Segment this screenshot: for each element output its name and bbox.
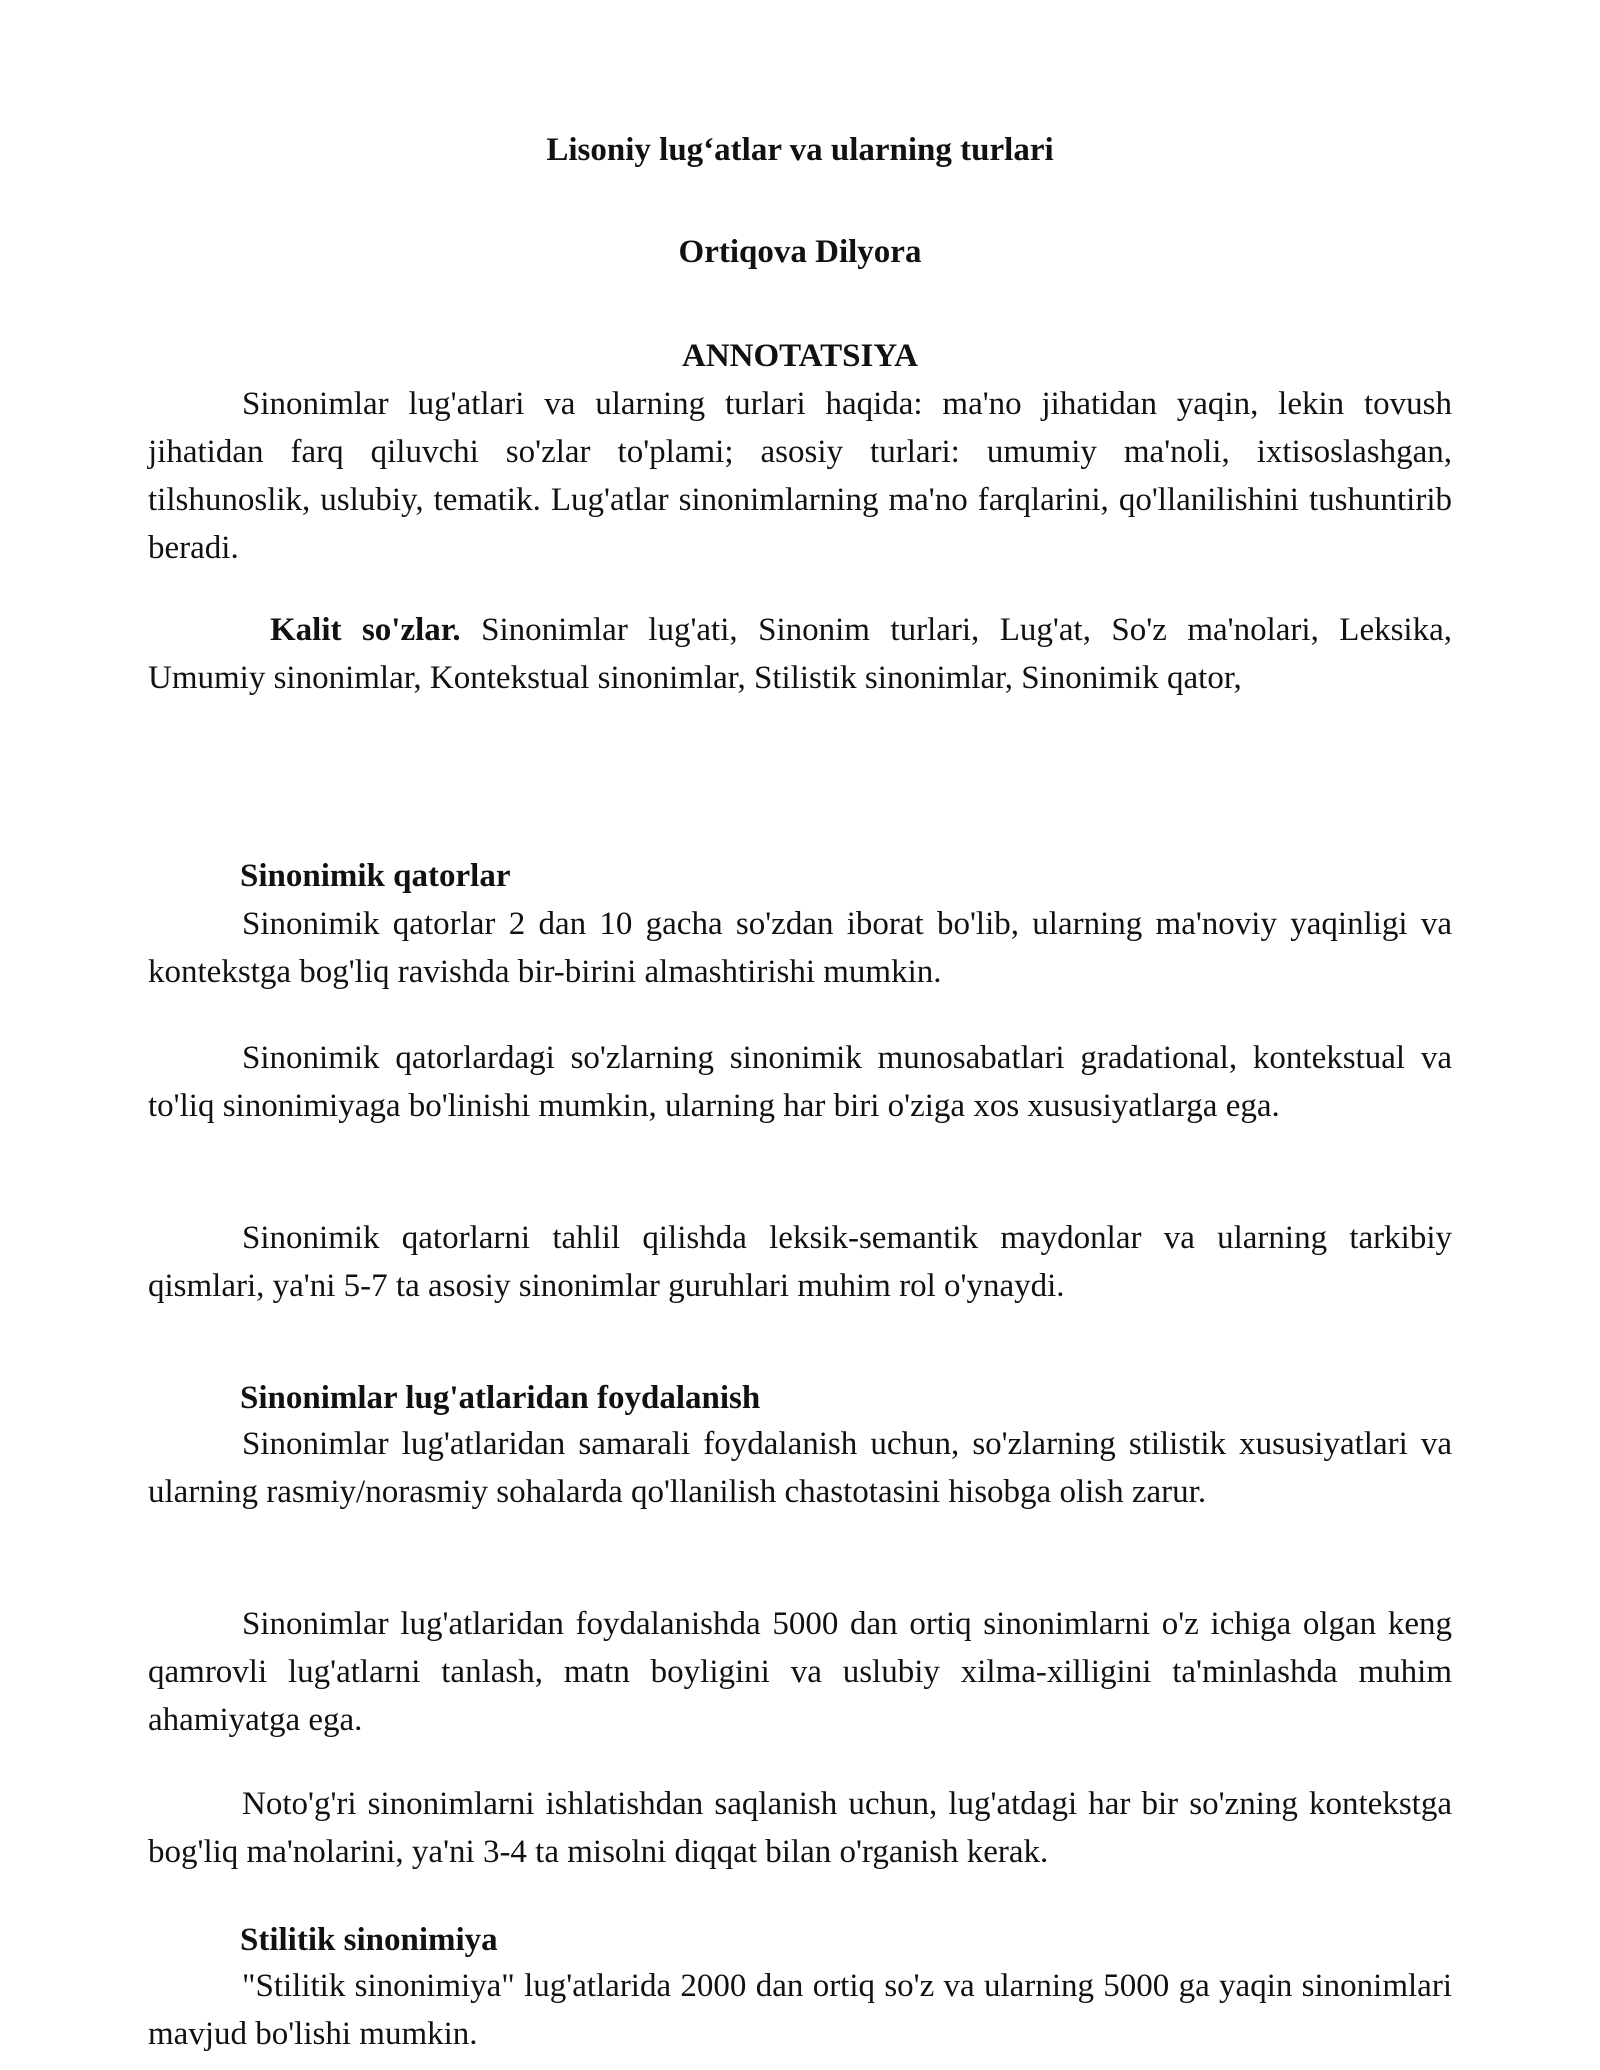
- document-title: Lisoniy lug‘atlar va ularning turlari: [546, 132, 1054, 168]
- section-1-paragraph-3: Sinonimik qatorlarni tahlil qilishda leksik-semantik maydonlar va ularning tarkibiy qismlari, ya'ni 5-7 ta asosiy sinonimlar guruhlari muhim rol o'ynaydi.: [148, 1220, 1452, 1304]
- section-3-paragraph-1: "Stilitik sinonimiya" lug'atlarida 2000 dan ortiq so'z va ularning 5000 ga yaqin sinonimlari mavjud bo'lishi mumkin.: [148, 1968, 1452, 2052]
- annotation-paragraph: Sinonimlar lug'atlari va ularning turlari haqida: ma'no jihatidan yaqin, lekin tovush jihatidan farq qiluvchi so'zlar to'plami; asosiy turlari: umumiy ma'noli, ixtisoslashgan, tilshunoslik, uslubiy, tematik. Lug'atlar sinonimlarning ma'no farqlarini, qo'llanilishini tushuntirib beradi.: [148, 386, 1452, 566]
- section-2-paragraph-3: Noto'g'ri sinonimlarni ishlatishdan saqlanish uchun, lug'atdagi har bir so'zning kontekstga bog'liq ma'nolarini, ya'ni 3-4 ta misolni diqqat bilan o'rganish kerak.: [148, 1786, 1452, 1870]
- annotation-heading: ANNOTATSIYA: [682, 338, 918, 374]
- author-name: Ortiqova Dilyora: [678, 234, 922, 270]
- section-2-paragraph-2: Sinonimlar lug'atlaridan foydalanishda 5000 dan ortiq sinonimlarni o'z ichiga olgan keng qamrovli lug'atlarni tanlash, matn boyligini va uslubiy xilma-xilligini ta'minlashda muhim ahamiyatga ega.: [148, 1606, 1452, 1738]
- section-heading-stilitik-sinonimiya: Stilitik sinonimiya: [240, 1922, 498, 1958]
- section-1-paragraph-2: Sinonimik qatorlardagi so'zlarning sinonimik munosabatlari gradational, kontekstual va to'liq sinonimiyaga bo'linishi mumkin, ularning har biri o'ziga xos xususiyatlarga ega.: [148, 1040, 1452, 1124]
- keywords-label: Kalit so'zlar.: [270, 612, 461, 648]
- keywords-text: Sinonimlar lug'ati, Sinonim turlari, Lug'at, So'z ma'nolari, Leksika, Umumiy sinonimlar, Kontekstual sinonimlar, Stilistik sinonimlar, Sinonimik qator,: [148, 612, 1452, 696]
- section-1-paragraph-1: Sinonimik qatorlar 2 dan 10 gacha so'zdan iborat bo'lib, ularning ma'noviy yaqinligi va kontekstga bog'liq ravishda bir-birini almashtirishi mumkin.: [148, 906, 1452, 990]
- keywords-paragraph: [148, 606, 1452, 702]
- section-2-paragraph-1: Sinonimlar lug'atlaridan samarali foydalanish uchun, so'zlarning stilistik xususiyatlari va ularning rasmiy/norasmiy sohalarda qo'llanilish chastotasini hisobga olish zarur.: [148, 1426, 1452, 1510]
- section-heading-sinonimik-qatorlar: Sinonimik qatorlar: [240, 858, 511, 894]
- section-heading-lugatlardan-foydalanish: Sinonimlar lug'atlaridan foydalanish: [240, 1380, 761, 1416]
